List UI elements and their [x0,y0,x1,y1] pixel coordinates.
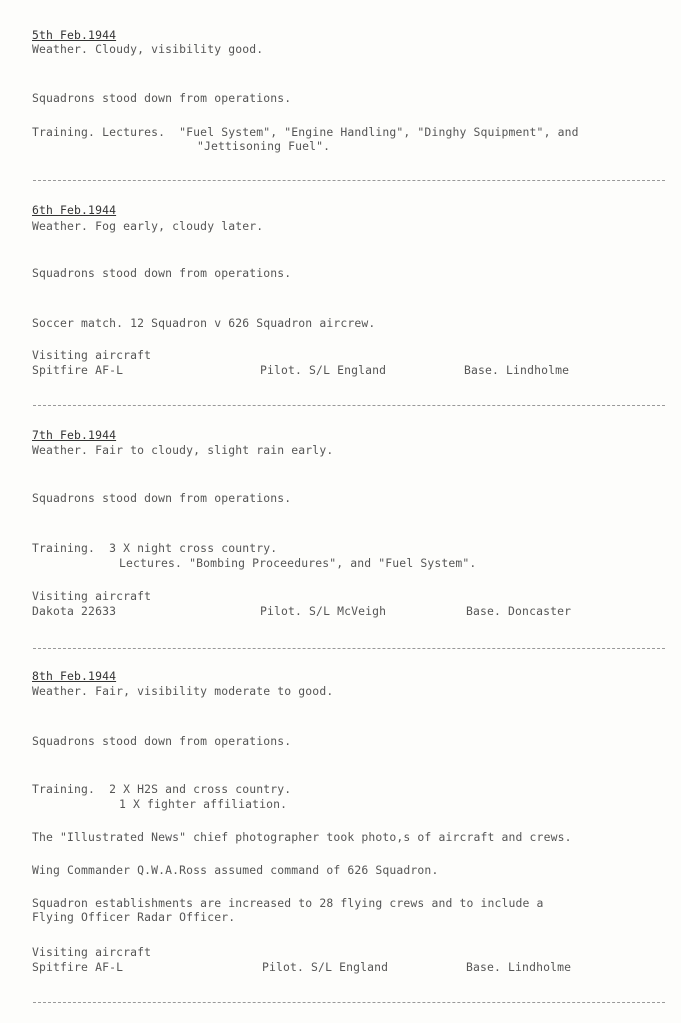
weather-line: Weather. Cloudy, visibility good. [32,42,264,56]
entry-divider [33,1002,665,1003]
operations-line: Squadrons stood down from operations. [32,491,292,505]
training-line: Training. 2 X H2S and cross country. [32,782,292,796]
operations-line: Squadrons stood down from operations. [32,734,292,748]
visiting-aircraft-label: Visiting aircraft [32,348,152,362]
aircraft-name: Dakota 22633 [32,604,117,618]
entry-divider [33,180,665,181]
pilot-name: Pilot. S/L England [262,960,389,974]
entry-divider [33,648,665,649]
aircraft-name: Spitfire AF-L [32,363,124,377]
training-line: Training. 3 X night cross country. [32,541,278,555]
entry-date: 6th Feb.1944 [32,203,117,217]
base-name: Base. Lindholme [466,960,572,974]
weather-line: Weather. Fair to cloudy, slight rain early. [32,443,334,457]
entry-divider [33,405,665,406]
training-continuation: 1 X fighter affiliation. [119,797,288,811]
entry-date: 5th Feb.1944 [32,28,117,42]
base-name: Base. Doncaster [466,604,572,618]
weather-line: Weather. Fog early, cloudy later. [32,219,264,233]
training-continuation: Lectures. "Bombing Proceedures", and "Fuel System". [119,556,477,570]
training-line: Training. Lectures. "Fuel System", "Engine Handling", "Dinghy Squipment", and [32,125,579,139]
entry-date: 8th Feb.1944 [32,669,117,683]
entry-date: 7th Feb.1944 [32,428,117,442]
note-line: Wing Commander Q.W.A.Ross assumed command of 626 Squadron. [32,863,439,877]
note-continuation: Flying Officer Radar Officer. [32,910,236,924]
aircraft-name: Spitfire AF-L [32,960,124,974]
note-line: Soccer match. 12 Squadron v 626 Squadron aircrew. [32,316,376,330]
note-line: The "Illustrated News" chief photographer took photo,s of aircraft and crews. [32,830,572,844]
training-continuation: "Jettisoning Fuel". [197,139,331,153]
visiting-aircraft-label: Visiting aircraft [32,589,152,603]
note-line: Squadron establishments are increased to 28 flying crews and to include a [32,896,544,910]
base-name: Base. Lindholme [464,363,570,377]
weather-line: Weather. Fair, visibility moderate to good. [32,684,334,698]
operations-line: Squadrons stood down from operations. [32,91,292,105]
pilot-name: Pilot. S/L England [260,363,387,377]
operations-line: Squadrons stood down from operations. [32,266,292,280]
visiting-aircraft-label: Visiting aircraft [32,945,152,959]
pilot-name: Pilot. S/L McVeigh [260,604,387,618]
